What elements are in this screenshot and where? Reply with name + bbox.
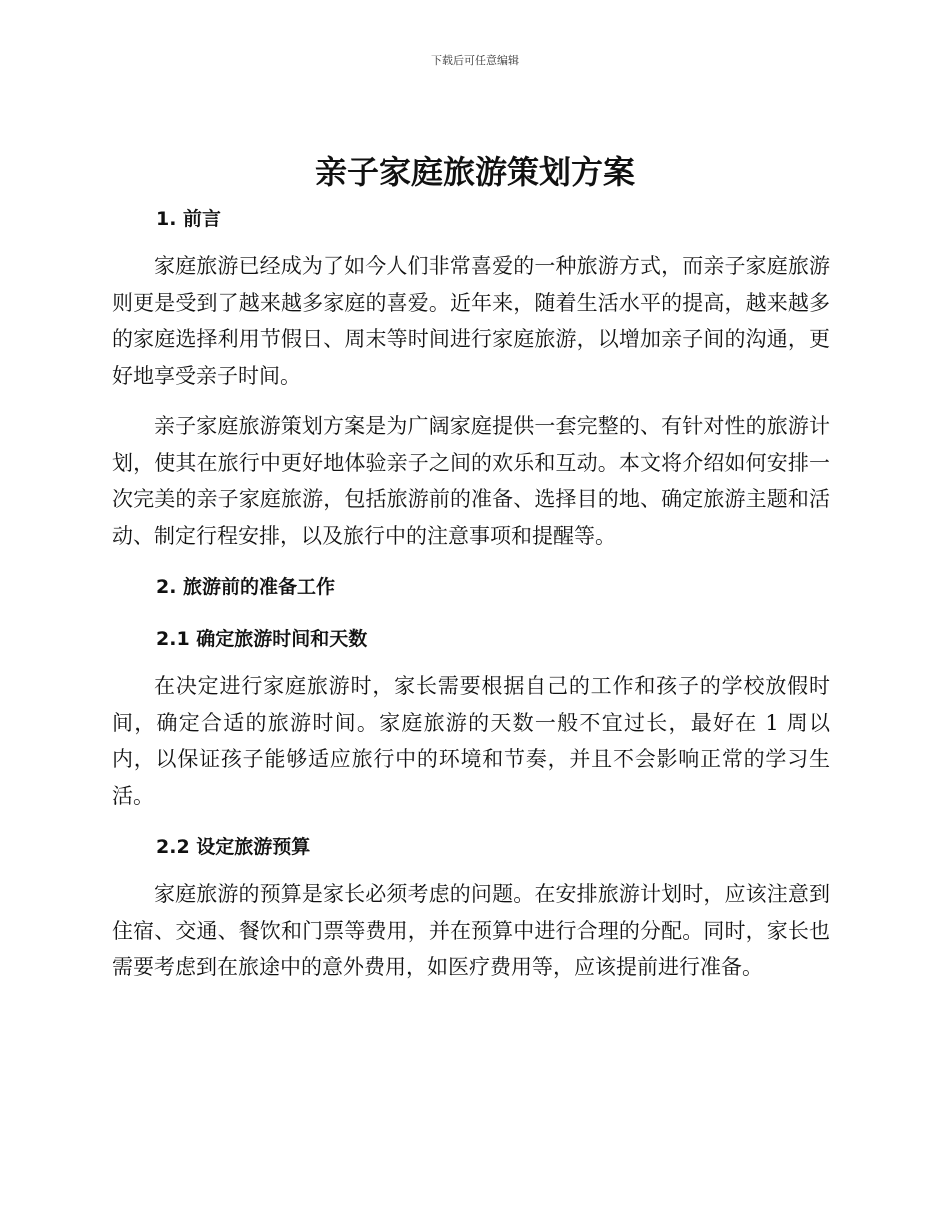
paragraph-preface-2: 亲子家庭旅游策划方案是为广阔家庭提供一套完整的、有针对性的旅游计划，使其在旅行中更好地体验亲子之间的欢乐和互动。本文将介绍如何安排一次完美的亲子家庭旅游，包括旅游前的准备、选择目的地、确定旅游主题和活动、制定行程安排，以及旅行中的注意事项和提醒等。 [112, 414, 830, 548]
section-heading-preface: 1. 前言 [156, 208, 222, 230]
paragraph-time-and-days: 在决定进行家庭旅游时，家长需要根据自己的工作和孩子的学校放假时间，确定合适的旅游时间。家庭旅游的天数一般不宜过长，最好在 1 周以内，以保证孩子能够适应旅行中的环境和节奏，并且不会影响正常的学习生活。 [112, 674, 830, 808]
section-heading-preparation: 2. 旅游前的准备工作 [156, 576, 336, 598]
paragraph-preface-1: 家庭旅游已经成为了如今人们非常喜爱的一种旅游方式，而亲子家庭旅游则更是受到了越来越多家庭的喜爱。近年来，随着生活水平的提高，越来越多的家庭选择利用节假日、周末等时间进行家庭旅游，以增加亲子间的沟通，更好地享受亲子时间。 [112, 254, 830, 388]
document-title: 亲子家庭旅游策划方案 [314, 153, 635, 191]
paragraph-budget: 家庭旅游的预算是家长必须考虑的问题。在安排旅游计划时，应该注意到住宿、交通、餐饮和门票等费用，并在预算中进行合理的分配。同时，家长也需要考虑到在旅途中的意外费用，如医疗费用等，应该提前进行准备。 [112, 882, 830, 979]
section-heading-budget: 2.2 设定旅游预算 [156, 836, 311, 858]
document-body [112, 200, 830, 986]
page-header: 下载后可任意编辑 [431, 54, 519, 67]
section-heading-time-and-days: 2.1 确定旅游时间和天数 [156, 628, 368, 650]
